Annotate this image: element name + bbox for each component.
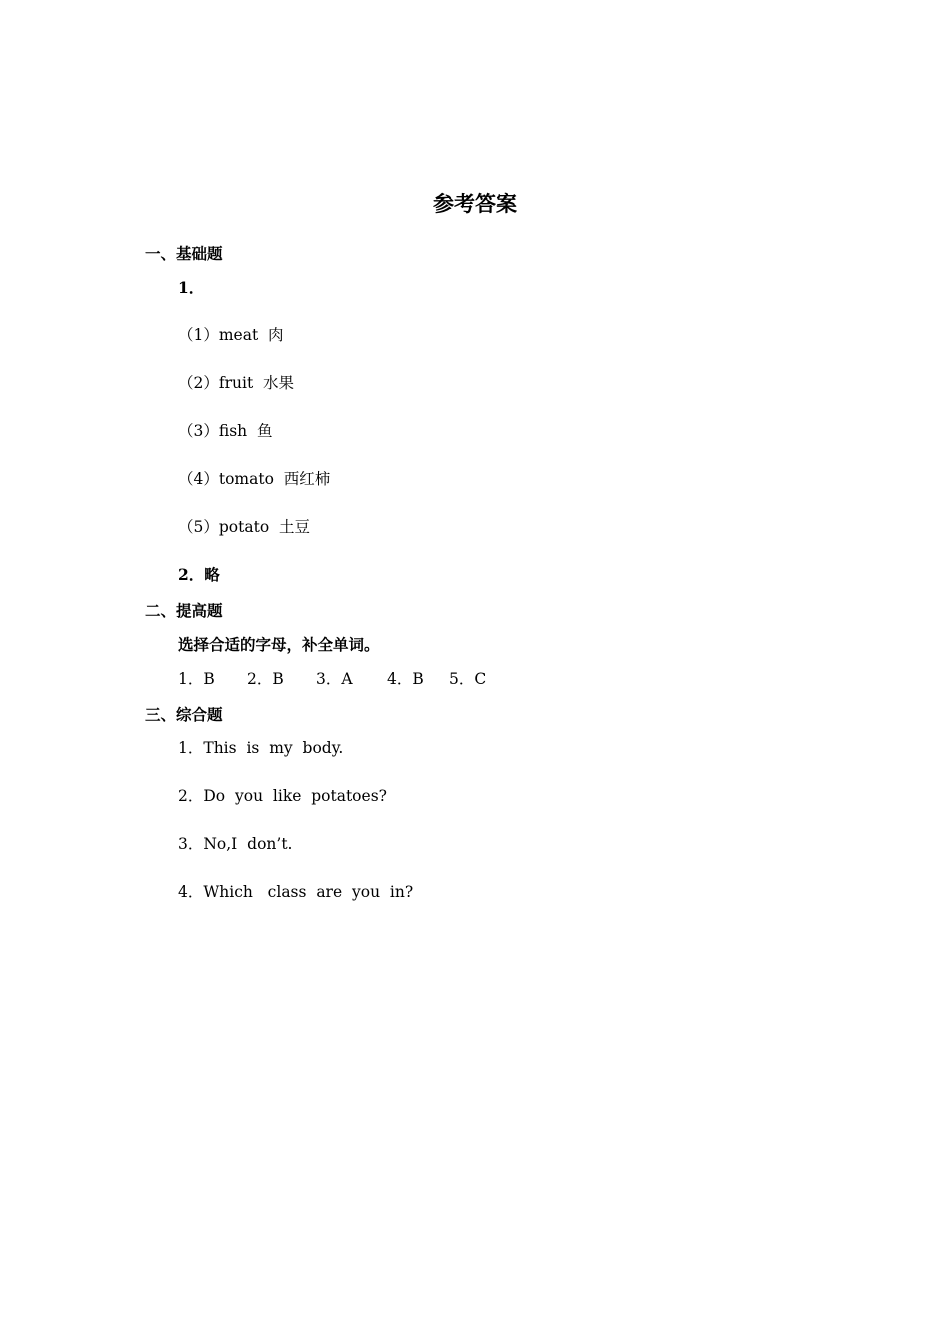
question-2-answer: 2．略 bbox=[178, 565, 220, 584]
section-heading-basic: 一、基础题 bbox=[145, 244, 223, 263]
question-1-label: 1． bbox=[178, 278, 205, 297]
sentence-answer: 3．No,I don’t. bbox=[178, 835, 293, 853]
answer-item: （1）meat 肉 bbox=[178, 326, 284, 344]
answer-item: （5）potato 土豆 bbox=[178, 518, 311, 536]
section-instruction: 选择合适的字母，补全单词。 bbox=[178, 635, 380, 654]
section-heading-comprehensive: 三、综合题 bbox=[145, 705, 223, 724]
choice-answer: 3．A bbox=[316, 670, 353, 688]
page-title: 参考答案 bbox=[433, 191, 517, 216]
answer-item: （3）fish 鱼 bbox=[178, 422, 273, 440]
choice-answer: 5．C bbox=[449, 670, 487, 688]
sentence-answer: 4．Which class are you in? bbox=[178, 883, 414, 901]
choice-answer: 2．B bbox=[247, 670, 284, 688]
sentence-answer: 2．Do you like potatoes? bbox=[178, 787, 387, 805]
choice-answer: 1．B bbox=[178, 670, 215, 688]
answer-item: （2）fruit 水果 bbox=[178, 374, 295, 392]
sentence-answer: 1．This is my body. bbox=[178, 739, 344, 757]
choice-answer: 4．B bbox=[387, 670, 424, 688]
section-heading-advanced: 二、提高题 bbox=[145, 601, 223, 620]
answer-item: （4）tomato 西红柿 bbox=[178, 470, 331, 488]
